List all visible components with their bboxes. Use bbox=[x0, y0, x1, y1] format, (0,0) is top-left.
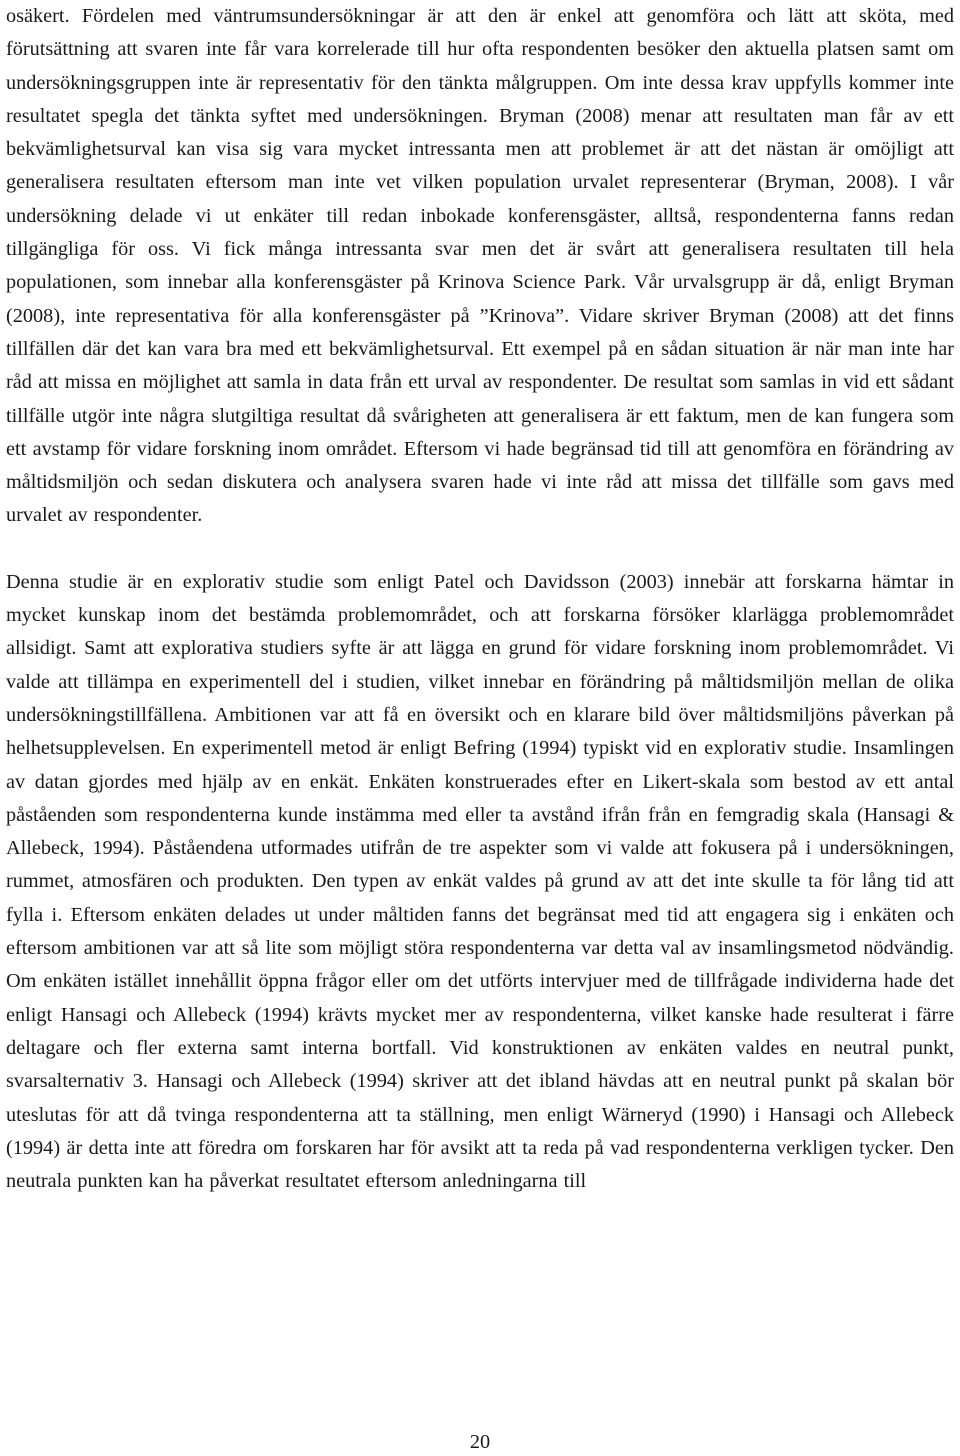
body-paragraph: Denna studie är en explorativ studie som enligt Patel och Davidsson (2003) innebär att forskarna hämtar in mycket kunskap inom det bestämda problemområdet, och att forskarna försöker klarlägga problemområdet allsidigt. Samt att explorativa studiers syfte är att lägga en grund för vidare forskning inom problemområdet. Vi valde att tillämpa en experimentell del i studien, vilket innebar en förändring på måltidsmiljön mellan de olika undersökningstillfällena. Ambitionen var att få en översikt och en klarare bild över måltidsmiljöns påverkan på helhetsupplevelsen. En experimentell metod är enligt Befring (1994) typiskt vid en explorativ studie. Insamlingen av datan gjordes med hjälp av en enkät. Enkäten konstruerades efter en Likert-skala som bestod av ett antal påståenden som respondenterna kunde instämma med eller ta avstånd ifrån från en femgradig skala (Hansagi & Allebeck, 1994). Påståendena utformades utifrån de tre aspekter som vi valde att fokusera på i undersökningen, rummet, atmosfären och produkten. Den typen av enkät valdes på grund av att det inte skulle ta för lång tid att fylla i. Eftersom enkäten delades ut under måltiden fanns det begränsat med tid att engagera sig i enkäten och eftersom ambitionen var att så lite som möjligt störa respondenterna var detta val av insamlingsmetod nödvändig. Om enkäten istället innehållit öppna frågor eller om det utförts intervjuer med de tillfrågade individerna hade det enligt Hansagi och Allebeck (1994) krävts mycket mer av respondenterna, vilket kanske hade resulterat i färre deltagare och fler externa samt interna bortfall. Vid konstruktionen av enkäten valdes en neutral punkt, svarsalternativ 3. Hansagi och Allebeck (1994) skriver att det ibland hävdas att en neutral punkt på skalan bör uteslutas för att då tvinga respondenterna att ta ställning, men enligt Wärneryd (1990) i Hansagi och Allebeck (1994) är detta inte att föredra om forskaren har för avsikt att ta reda på vad respondenterna verkligen tycker. Den neutrala punkten kan ha påverkat resultatet eftersom anledningarna till bbox=[6, 570, 954, 1193]
document-page bbox=[6, 0, 954, 1198]
paragraph-spacer bbox=[6, 533, 954, 566]
body-paragraph: osäkert. Fördelen med väntrumsundersökningar är att den är enkel att genomföra och lätt att sköta, med förutsättning att svaren inte får vara korrelerade till hur ofta respondenten besöker den aktuella platsen samt om undersökningsgruppen inte är representativ för den tänkta målgruppen. Om inte dessa krav uppfylls kommer inte resultatet spegla det tänkta syftet med undersökningen. Bryman (2008) menar att resultaten man får av ett bekvämlighetsurval kan visa sig vara mycket intressanta men att problemet är att det nästan är omöjligt att generalisera resultaten eftersom man inte vet vilken population urvalet representerar (Bryman, 2008). I vår undersökning delade vi ut enkäter till redan inbokade konferensgäster, alltså, respondenterna fanns redan tillgängliga för oss. Vi fick många intressanta svar men det är svårt att generalisera resultaten till hela populationen, som innebar alla konferensgäster på Krinova Science Park. Vår urvalsgrupp är då, enligt Bryman (2008), inte representativa för alla konferensgäster på ”Krinova”. Vidare skriver Bryman (2008) att det finns tillfällen där det kan vara bra med ett bekvämlighetsurval. Ett exempel på en sådan situation är när man inte har råd att missa en möjlighet att samla in data från ett urval av respondenter. De resultat som samlas in vid ett sådant tillfälle utgör inte några slutgiltiga resultat då svårigheten att generalisera är ett faktum, men de kan fungera som ett avstamp för vidare forskning inom området. Eftersom vi hade begränsad tid till att genomföra en förändring av måltidsmiljön och sedan diskutera och analysera svaren hade vi inte råd att missa det tillfälle som gavs med urvalet av respondenter. bbox=[6, 5, 954, 527]
page-number: 20 bbox=[469, 1431, 491, 1453]
